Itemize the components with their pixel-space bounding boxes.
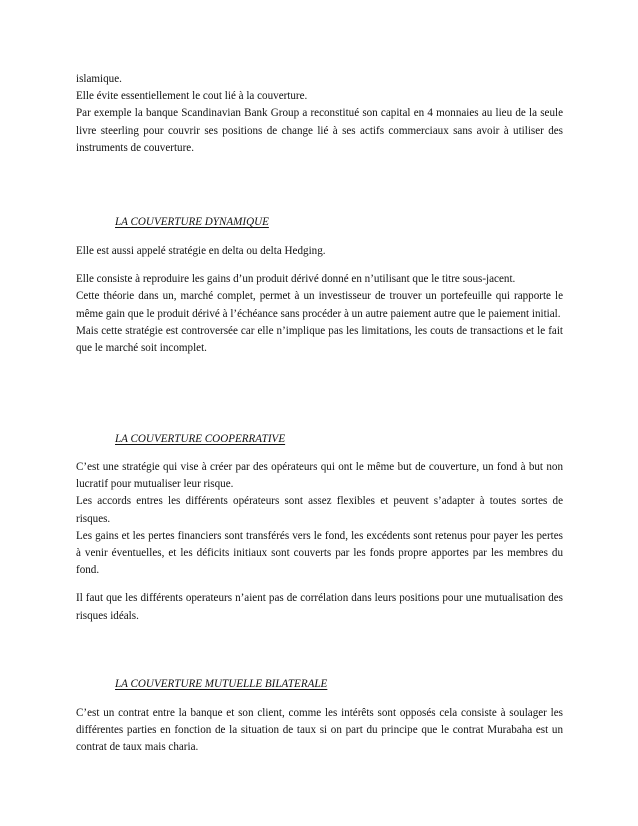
intro-paragraph: Par exemple la banque Scandinavian Bank Group a reconstitué son capital en 4 monnaies au lieu de la seule livre steerling pour couvrir ses positions de change lié à ses actifs commerciaux sans avoir à utiliser des instruments de couverture.	[76, 107, 563, 154]
heading-couverture-cooperrative: LA COUVERTURE COOPERRATIVE	[115, 433, 286, 445]
cooperative-paragraph-4: Il faut que les différents operateurs n’aient pas de corrélation dans leurs positions pour une mutualisation des risques idéals.	[76, 592, 563, 622]
dynamique-paragraph-4: Mais cette stratégie est controversée car elle n’implique pas les limitations, les couts de transactions et le fait que le marché soit incomplet.	[76, 324, 563, 355]
cooperative-paragraph-1: C’est une stratégie qui vise à créer par des opérateurs qui ont le même but de couverture, un fond à but non lucratif pour mutualiser leur risque.	[76, 461, 563, 491]
intro-line-1: islamique.	[76, 73, 122, 85]
mutuelle-paragraph-1: C’est un contrat entre la banque et son client, comme les intérêts sont opposés cela consiste à soulager les différentes parties en fonction de la situation de taux si on part du principe que le contrat Murabaha est un contrat de taux mais charia.	[76, 707, 563, 754]
cooperative-paragraph-3: Les gains et les pertes financiers sont transférés vers le fond, les excédents sont retenus pour payer les pertes à venir éventuelles, et les déficits initiaux sont couverts par les fonds propre apportes par les membres du fond.	[76, 529, 563, 577]
dynamique-paragraph-2: Elle consiste à reproduire les gains d’un produit dérivé donné en n’utilisant que le titre sous-jacent.	[76, 273, 516, 286]
intro-section	[76, 71, 563, 157]
section-dynamique	[76, 243, 563, 357]
dynamique-paragraph-1: Elle est aussi appelé stratégie en delta ou delta Hedging.	[76, 245, 326, 257]
section-cooperative	[76, 459, 563, 625]
dynamique-paragraph-3: Cette théorie dans un, marché complet, permet à un investisseur de trouver un portefeuille qui rapporte le même gain que le produit dérivé à l’échéance sans procéder à un autre paiement autre que le paiement initial.	[76, 290, 563, 320]
heading-couverture-dynamique: LA COUVERTURE DYNAMIQUE	[115, 216, 269, 228]
cooperative-paragraph-2: Les accords entres les différents opérateurs sont assez flexibles et peuvent s’adapter à toutes sortes de risques.	[76, 495, 563, 525]
heading-couverture-mutuelle-bilaterale: LA COUVERTURE MUTUELLE BILATERALE	[115, 678, 328, 690]
section-mutuelle	[76, 705, 563, 757]
intro-line-2: Elle évite essentiellement le cout lié à la couverture.	[76, 90, 308, 103]
